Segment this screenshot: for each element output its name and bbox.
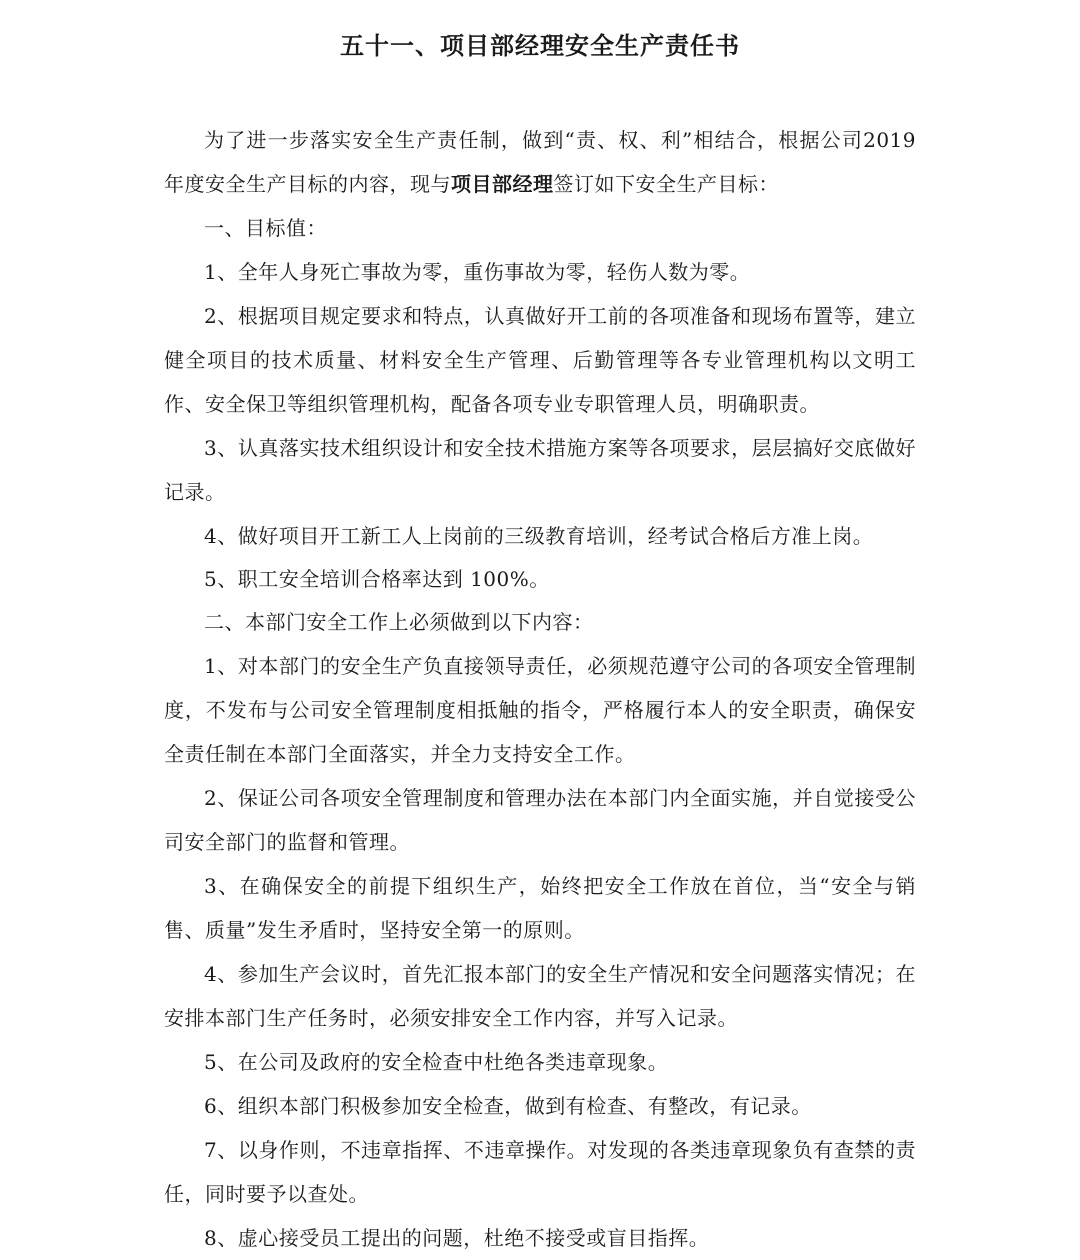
intro-party-name: 项目部经理	[451, 172, 554, 196]
target-item: 1、全年人身死亡事故为零，重伤事故为零，轻伤人数为零。	[204, 260, 751, 284]
target-item: 4、做好项目开工新工人上岗前的三级教育培训，经考试合格后方准上岗。	[204, 524, 874, 548]
duty-item: 1、对本部门的安全生产负直接领导责任，必须规范遵守公司的各项安全管理制度，不发布与公司安全管理制度相抵触的指令，严格履行本人的安全职责，确保安全责任制在本部门全面落实，并全力支持安全工作。	[164, 654, 916, 766]
document-body	[164, 118, 923, 1260]
intro-paragraph	[164, 118, 923, 206]
duty-item: 3、在确保安全的前提下组织生产，始终把安全工作放在首位，当“安全与销售、质量”发生矛盾时，坚持安全第一的原则。	[164, 874, 916, 942]
duty-item: 7、以身作则，不违章指挥、不违章操作。对发现的各类违章现象负有查禁的责任，同时要予以查处。	[164, 1138, 916, 1206]
section-heading-duties: 二、本部门安全工作上必须做到以下内容：	[204, 610, 594, 634]
target-item: 3、认真落实技术组织设计和安全技术措施方案等各项要求，层层搞好交底做好记录。	[164, 436, 916, 504]
intro-text-part2: 签订如下安全生产目标：	[553, 172, 779, 196]
duty-item: 6、组织本部门积极参加安全检查，做到有检查、有整改，有记录。	[204, 1094, 812, 1118]
duty-item: 2、保证公司各项安全管理制度和管理办法在本部门内全面实施，并自觉接受公司安全部门的监督和管理。	[164, 786, 916, 854]
document-title: 五十一、项目部经理安全生产责任书	[340, 32, 740, 60]
section-heading-targets: 一、目标值：	[204, 216, 327, 240]
duty-item: 8、虚心接受员工提出的问题，杜绝不接受或盲目指挥。	[204, 1226, 710, 1250]
target-item: 2、根据项目规定要求和特点，认真做好开工前的各项准备和现场布置等，建立健全项目的技术质量、材料安全生产管理、后勤管理等各专业管理机构以文明工作、安全保卫等组织管理机构，配备各项专业专职管理人员，明确职责。	[164, 304, 916, 416]
duty-item: 5、在公司及政府的安全检查中杜绝各类违章现象。	[204, 1050, 669, 1074]
intro-text-part1: 为了进一步落实安全生产责任制，做到“责、权、利”相结合，根据公司2019 年度安全生产目标的内容，现与	[164, 128, 923, 196]
target-item: 5、职工安全培训合格率达到 100%。	[204, 567, 550, 591]
duty-item: 4、参加生产会议时，首先汇报本部门的安全生产情况和安全问题落实情况；在安排本部门生产任务时，必须安排安全工作内容，并写入记录。	[164, 962, 916, 1030]
